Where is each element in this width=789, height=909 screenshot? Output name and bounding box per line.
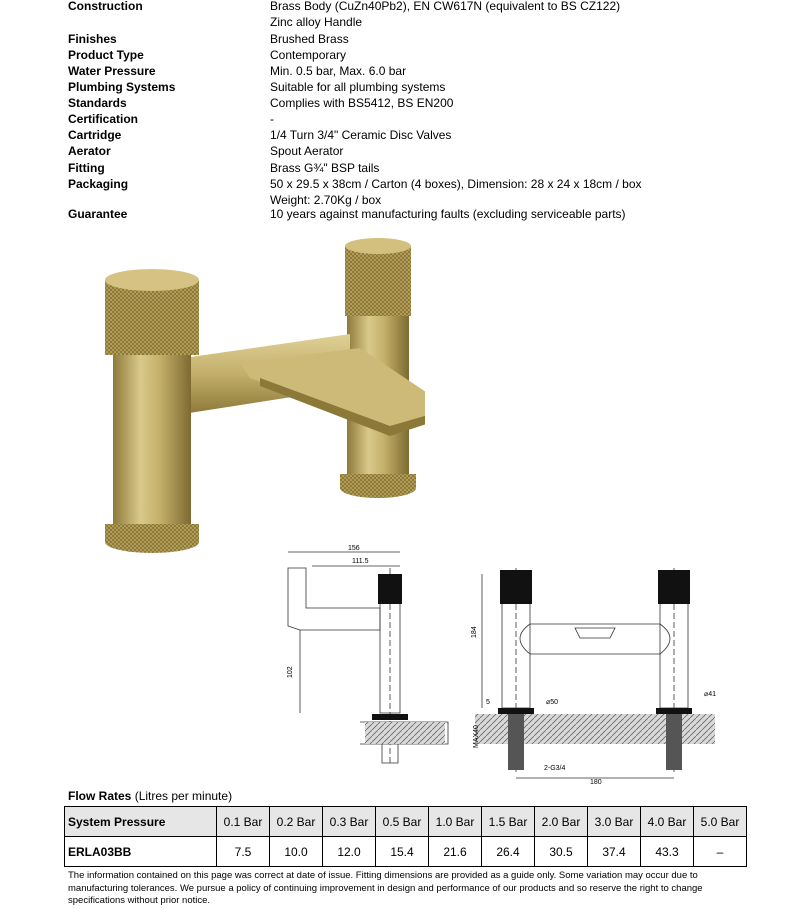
product-code: ERLA03BB	[65, 837, 217, 867]
spec-key: Aerator	[68, 144, 111, 158]
front-left-nut	[498, 708, 534, 714]
spec-value: Contemporary	[270, 48, 347, 62]
flow-rates-unit: (Litres per minute)	[131, 789, 233, 803]
front-dim-184-label: 184	[471, 626, 478, 638]
spec-key: Guarantee	[68, 207, 128, 221]
pressure-cell: 1.0 Bar	[429, 807, 482, 837]
front-right-tail	[666, 714, 682, 770]
flow-rates-table	[64, 806, 747, 867]
side-dim-102-label: 102	[287, 666, 294, 678]
flow-rate-cell: 7.5	[217, 837, 270, 867]
side-dim-1115-label: 111.5	[352, 558, 369, 565]
left-pillar	[113, 348, 191, 533]
pressure-cell: 2.0 Bar	[535, 807, 588, 837]
side-dim-156-label: 156	[348, 545, 360, 552]
flow-rates-title	[68, 789, 232, 803]
pressure-cell: 0.5 Bar	[376, 807, 429, 837]
spec-value: Suitable for all plumbing systems	[270, 80, 446, 94]
flow-rate-cell: 43.3	[641, 837, 694, 867]
spec-key: Fitting	[68, 161, 105, 175]
front-dim-41-label: ⌀41	[704, 691, 717, 698]
spec-key: Construction	[68, 0, 143, 13]
flow-rate-cell: –	[694, 837, 747, 867]
flow-rate-cell: 12.0	[323, 837, 376, 867]
product-photo	[95, 238, 425, 558]
spec-key: Plumbing Systems	[68, 80, 176, 94]
front-dim-5-label: 5	[486, 699, 490, 706]
spec-value: Brushed Brass	[270, 32, 349, 46]
flow-rate-cell: 15.4	[376, 837, 429, 867]
flow-rates-heading: Flow Rates	[68, 789, 132, 803]
right-base-ring	[340, 474, 416, 488]
technical-drawing	[270, 538, 740, 788]
flow-rate-cell: 21.6	[429, 837, 482, 867]
side-handle-black	[378, 574, 402, 604]
spec-key: Packaging	[68, 177, 129, 191]
left-base	[105, 531, 199, 553]
pressure-cell: 4.0 Bar	[641, 807, 694, 837]
pressure-cell: 0.2 Bar	[270, 807, 323, 837]
spec-key: Product Type	[68, 48, 144, 62]
spec-key: Standards	[68, 96, 127, 110]
spec-value: 10 years against manufacturing faults (excluding serviceable parts)	[270, 207, 626, 221]
disclaimer-footer: The information contained on this page was correct at date of issue. Fitting dimensions are provided as a guide only. Some variation may occur due to manufacturing tolerances. We pursue a policy of continuing improvement in design and performance of our products and so reserve the right to change specifications without prior notice.	[68, 870, 703, 906]
spec-value: -	[270, 112, 274, 126]
front-spout	[575, 628, 615, 638]
spec-value: 1/4 Turn 3/4" Ceramic Disc Valves	[270, 128, 452, 142]
front-left-tail	[508, 714, 524, 770]
left-handle-top	[105, 269, 199, 291]
spec-value: Spout Aerator	[270, 144, 344, 158]
left-handle	[105, 280, 199, 355]
flow-rate-cell: 10.0	[270, 837, 323, 867]
spec-key: Cartridge	[68, 128, 122, 142]
front-dim-180-label: 180	[590, 779, 602, 786]
side-spout-outline	[288, 568, 380, 630]
front-dim-max40-label: MAX40	[473, 725, 480, 748]
front-right-handle	[658, 570, 690, 604]
flow-data-row	[65, 837, 747, 867]
right-handle	[345, 246, 411, 316]
pressure-cell: 3.0 Bar	[588, 807, 641, 837]
spec-value: 50 x 29.5 x 38cm / Carton (4 boxes), Dimension: 28 x 24 x 18cm / box Weight: 2.70Kg / box	[270, 177, 642, 207]
system-pressure-label: System Pressure	[65, 807, 217, 837]
side-nut	[372, 714, 408, 720]
front-left-handle	[500, 570, 532, 604]
pressure-cell: 0.1 Bar	[217, 807, 270, 837]
spec-key: Certification	[68, 112, 139, 126]
pressure-cell: 0.3 Bar	[323, 807, 376, 837]
right-handle-top	[345, 238, 411, 254]
front-dim-50-label: ⌀50	[546, 699, 559, 706]
flow-header-row	[65, 807, 747, 837]
spec-value: Brass G¾" BSP tails	[270, 161, 380, 175]
pressure-cell: 5.0 Bar	[694, 807, 747, 837]
front-bridge	[520, 624, 670, 654]
side-deck-hatch	[365, 722, 445, 744]
spec-key: Finishes	[68, 32, 117, 46]
spec-value: Brass Body (CuZn40Pb2), EN CW617N (equivalent to BS CZ122) Zinc alloy Handle	[270, 0, 621, 29]
spec-value: Complies with BS5412, BS EN200	[270, 96, 454, 110]
pressure-cell: 1.5 Bar	[482, 807, 535, 837]
front-dim-g34-label: 2-G3/4	[544, 765, 566, 772]
flow-rate-cell: 26.4	[482, 837, 535, 867]
flow-rate-cell: 37.4	[588, 837, 641, 867]
spec-key: Water Pressure	[68, 64, 156, 78]
spec-value: Min. 0.5 bar, Max. 6.0 bar	[270, 64, 407, 78]
flow-rate-cell: 30.5	[535, 837, 588, 867]
front-right-nut	[656, 708, 692, 714]
